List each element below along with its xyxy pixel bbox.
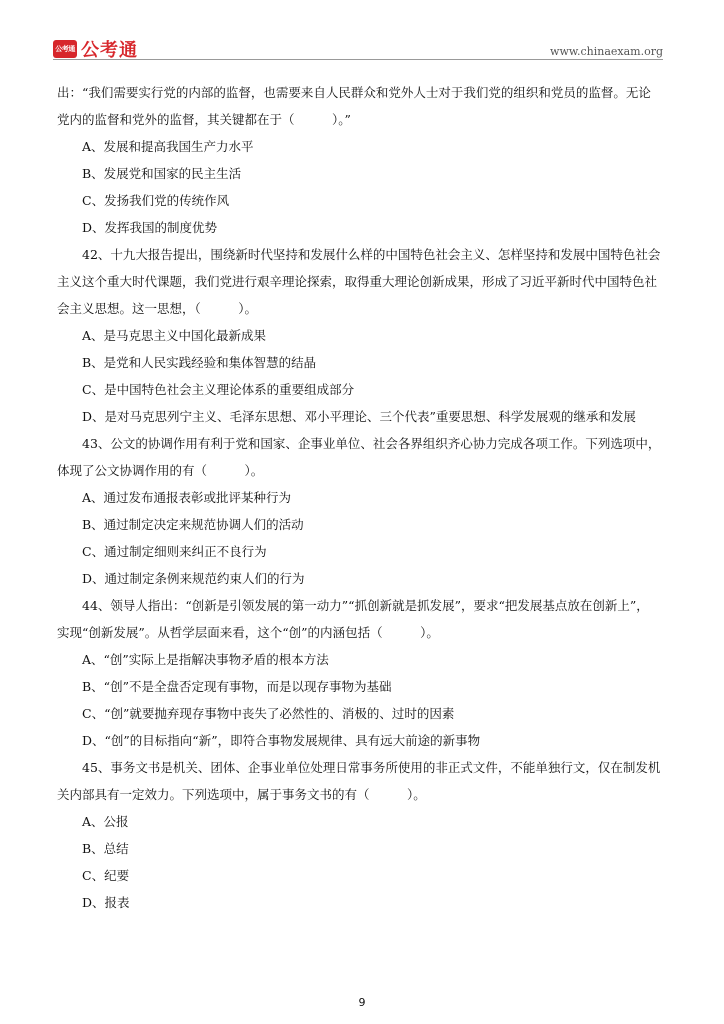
answer-option[interactable]: A、“创”实际上是指解决事物矛盾的根本方法 — [82, 652, 329, 667]
document-body — [57, 79, 667, 916]
answer-option[interactable]: D、发挥我国的制度优势 — [82, 220, 218, 235]
question-text-line: 关内部具有一定效力。下列选项中，属于事务文书的有（ ）。 — [57, 787, 426, 802]
question-text-line: 党内的监督和党外的监督，其关键都在于（ ）。” — [57, 112, 351, 127]
question-stem-start: 45、事务文书是机关、团体、企事业单位处理日常事务所使用的非正式文件，不能单独行文，仅在制发机 — [82, 760, 661, 775]
answer-option[interactable]: B、是党和人民实践经验和集体智慧的结晶 — [82, 355, 317, 370]
question-text-line: 实现“创新发展”。从哲学层面来看，这个“创”的内涵包括（ ）。 — [57, 625, 439, 640]
page-number: 9 — [358, 996, 366, 1009]
answer-option[interactable]: B、总结 — [82, 841, 129, 856]
answer-option[interactable]: C、“创”就要抛弃现存事物中丧失了必然性的、消极的、过时的因素 — [82, 706, 455, 721]
answer-option[interactable]: C、通过制定细则来纠正不良行为 — [82, 544, 267, 559]
answer-option[interactable]: B、通过制定决定来规范协调人们的活动 — [82, 517, 304, 532]
question-text-line: 出：“我们需要实行党的内部的监督，也需要来自人民群众和党外人士对于我们党的组织和党员的监督。无论 — [57, 85, 651, 100]
answer-option[interactable]: A、是马克思主义中国化最新成果 — [82, 328, 267, 343]
page-header — [53, 32, 663, 62]
question-text-line: 体现了公文协调作用的有（ ）。 — [57, 463, 264, 478]
answer-option[interactable]: D、通过制定条例来规范约束人们的行为 — [82, 571, 305, 586]
answer-option[interactable]: D、报表 — [82, 895, 130, 910]
answer-option[interactable]: A、通过发布通报表彰或批评某种行为 — [82, 490, 292, 505]
question-stem-start: 42、十九大报告提出，围绕新时代坚持和发展什么样的中国特色社会主义、怎样坚持和发展中国特色社会 — [82, 247, 661, 262]
answer-option[interactable]: B、“创”不是全盘否定现有事物，而是以现存事物为基础 — [82, 679, 392, 694]
answer-option[interactable]: C、发扬我们党的传统作风 — [82, 193, 230, 208]
answer-option[interactable]: B、发展党和国家的民主生活 — [82, 166, 242, 181]
answer-option[interactable]: A、公报 — [82, 814, 129, 829]
question-text-line: 主义这个重大时代课题，我们党进行艰辛理论探索，取得重大理论创新成果，形成了习近平新时代中国特色社 — [57, 274, 658, 289]
answer-option[interactable]: C、纪要 — [82, 868, 130, 883]
brand-logo-icon: 公考通 — [53, 40, 77, 58]
answer-option[interactable]: D、“创”的目标指向“新”，即符合事物发展规律、具有远大前途的新事物 — [82, 733, 481, 748]
question-stem-start: 43、公文的协调作用有利于党和国家、企事业单位、社会各界组织齐心协力完成各项工作。下列选项中， — [82, 436, 661, 451]
brand-name: 公考通 — [81, 40, 138, 61]
header-divider — [53, 59, 663, 60]
answer-option[interactable]: C、是中国特色社会主义理论体系的重要组成部分 — [82, 382, 355, 397]
answer-option[interactable]: D、是对马克思列宁主义、毛泽东思想、邓小平理论、三个代表”重要思想、科学发展观的继承和发展 — [82, 409, 636, 424]
question-text-line: 会主义思想。这一思想，（ ）。 — [57, 301, 258, 316]
question-stem-start: 44、领导人指出：“创新是引领发展的第一动力”“抓创新就是抓发展”，要求“把发展基点放在创新上”， — [82, 598, 649, 613]
site-url[interactable]: www.chinaexam.org — [550, 45, 663, 58]
answer-option[interactable]: A、发展和提高我国生产力水平 — [82, 139, 254, 154]
